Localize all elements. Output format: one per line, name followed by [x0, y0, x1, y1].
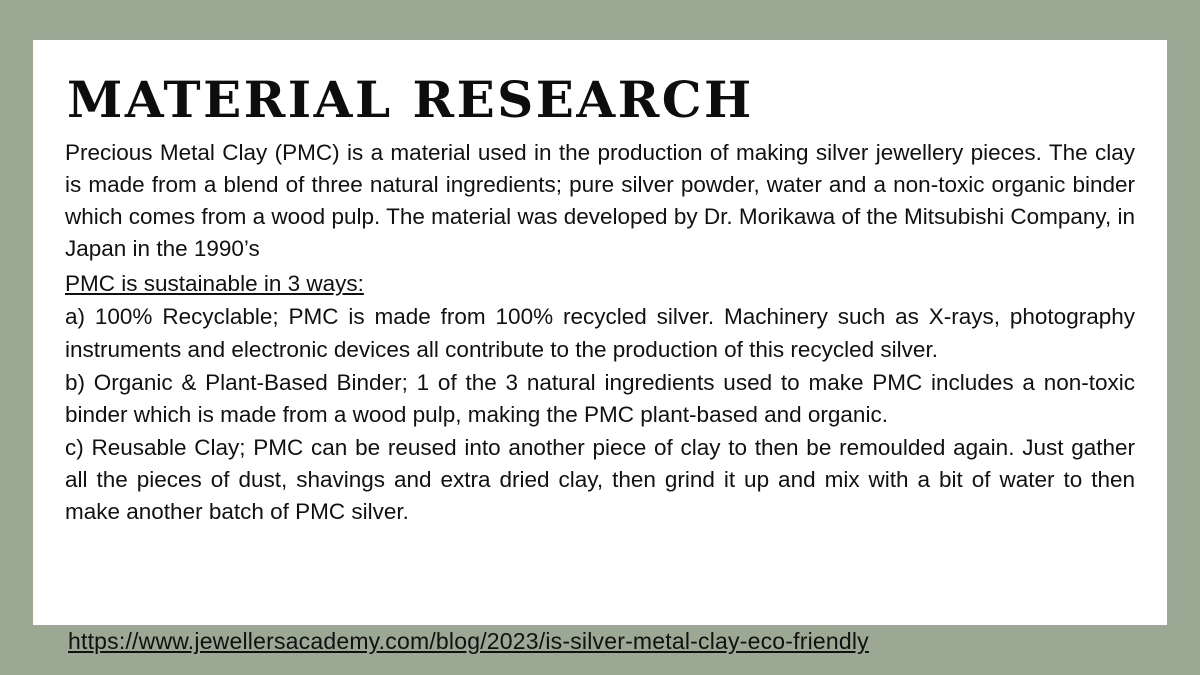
page-title: MATERIAL RESEARCH [67, 70, 754, 129]
list-item-a: a) 100% Recyclable; PMC is made from 100% recycled silver. Machinery such as X-rays, photography instruments and electronic devices all contribute to the production of this recycled silver. [65, 304, 1135, 362]
list-item-c: c) Reusable Clay; PMC can be reused into another piece of clay to then be remoulded again. Just gather all the pieces of dust, shavings and extra dried clay, then grind it up and mix with a bit of water to then make another batch of PMC silver. [65, 435, 1135, 525]
content-card [33, 40, 1167, 625]
subheading: PMC is sustainable in 3 ways: [65, 271, 364, 297]
intro-paragraph: Precious Metal Clay (PMC) is a material used in the production of making silver jewellery pieces. The clay is made from a blend of three natural ingredients; pure silver powder, water and a non-toxic organic binder which comes from a wood pulp. The material was developed by Dr. Morikawa of the Mitsubishi Company, in Japan in the 1990’s [65, 139, 1135, 262]
list-item-b: b) Organic & Plant-Based Binder; 1 of the 3 natural ingredients used to make PMC includes a non-toxic binder which is made from a wood pulp, making the PMC plant-based and organic. [65, 369, 1135, 427]
source-link[interactable]: https://www.jewellersacademy.com/blog/2023/is-silver-metal-clay-eco-friendly [68, 628, 869, 654]
body-content [65, 137, 1135, 529]
source-link-container [33, 628, 1167, 655]
